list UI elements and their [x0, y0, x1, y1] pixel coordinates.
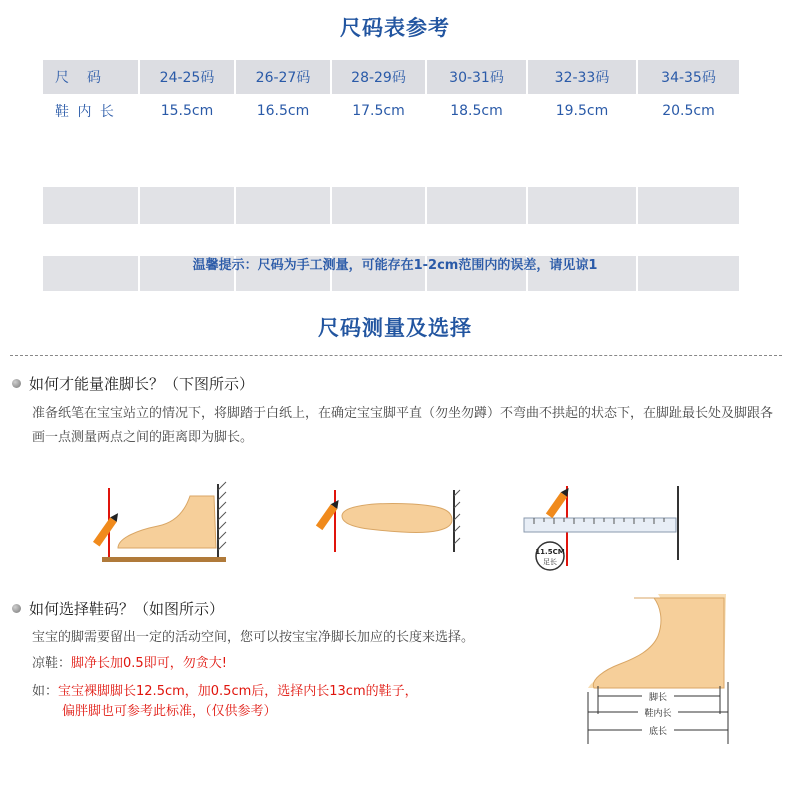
shoe-size-diagram	[574, 592, 744, 744]
table-header-cell: 32-33码	[528, 60, 638, 94]
section2-heading-text: 如何选择鞋码？（如图所示）	[29, 600, 225, 618]
table-row	[43, 94, 739, 185]
foot-side-illustration	[78, 478, 248, 568]
section1-body: 准备纸笔在宝宝站立的情况下，将脚踏于白纸上，在确定宝宝脚平直（勿坐勿蹲）不弯曲不拱起的状态下，在脚趾最长处及脚跟各画一点测量两点之间的距离即为脚长。	[32, 406, 774, 445]
table-cell: 20.5cm	[662, 103, 715, 119]
table-header-cell: 26-27码	[236, 60, 332, 94]
divider	[10, 355, 782, 356]
sandal-line	[32, 652, 227, 671]
size-table	[43, 60, 739, 231]
table-header-cell: 30-31码	[427, 60, 528, 94]
table-cell: 16.5cm	[236, 94, 332, 128]
sole-length-label: 底长	[648, 727, 668, 737]
bullet-icon	[12, 604, 21, 613]
table-row-empty	[43, 187, 739, 224]
table-header-row	[43, 60, 739, 94]
tip-text: 温馨提示：尺码为手工测量，可能存在1-2cm范围内的误差，请见谅1	[192, 258, 598, 273]
example-text2: 偏胖脚也可参考此标准，（仅供参考）	[62, 704, 277, 719]
foot-top-illustration	[312, 488, 462, 558]
pencil-icon	[316, 498, 342, 530]
bullet-icon	[12, 379, 21, 388]
table-header-cell: 24-25码	[140, 60, 236, 94]
table-cell: 鞋 内 长	[43, 94, 140, 128]
table-cell: 18.5cm	[427, 94, 528, 128]
table-header-cell: 34-35码	[661, 70, 716, 86]
foot-shape	[118, 496, 216, 548]
foot-shape	[593, 598, 724, 688]
badge-value: 11.5CM	[535, 548, 565, 556]
foot-length-label: 脚长	[648, 693, 668, 703]
table-cell: 15.5cm	[140, 94, 236, 128]
measure-title: 尺码测量及选择	[318, 316, 472, 340]
section2-heading	[12, 598, 224, 619]
table-header-cell: 尺 码	[43, 60, 140, 94]
foot-shape	[342, 504, 452, 533]
example-line	[32, 680, 418, 699]
ruler	[524, 518, 676, 532]
section1-heading-text: 如何才能量准脚长？（下图所示）	[29, 375, 255, 393]
example-label: 如：	[32, 684, 59, 699]
table-header-cell: 28-29码	[332, 60, 427, 94]
pencil-icon	[93, 511, 121, 547]
badge-label: 足长	[543, 558, 557, 566]
section1-heading	[12, 373, 254, 394]
example-text: 宝宝裸脚脚长12.5cm，加0.5cm后，选择内长13cm的鞋子，	[58, 684, 418, 699]
ruler-illustration	[520, 484, 690, 579]
table-cell: 17.5cm	[332, 94, 427, 128]
table-cell: 19.5cm	[528, 94, 638, 128]
sandal-label: 凉鞋：	[32, 656, 72, 671]
shoe-inner-length-label: 鞋内长	[644, 709, 672, 719]
section2-body: 宝宝的脚需要留出一定的活动空间，您可以按宝宝净脚长加应的长度来选择。	[32, 630, 475, 645]
size-table-title: 尺码表参考	[340, 16, 450, 40]
sandal-text: 脚净长加0.5即可，勿贪大!	[71, 656, 227, 671]
